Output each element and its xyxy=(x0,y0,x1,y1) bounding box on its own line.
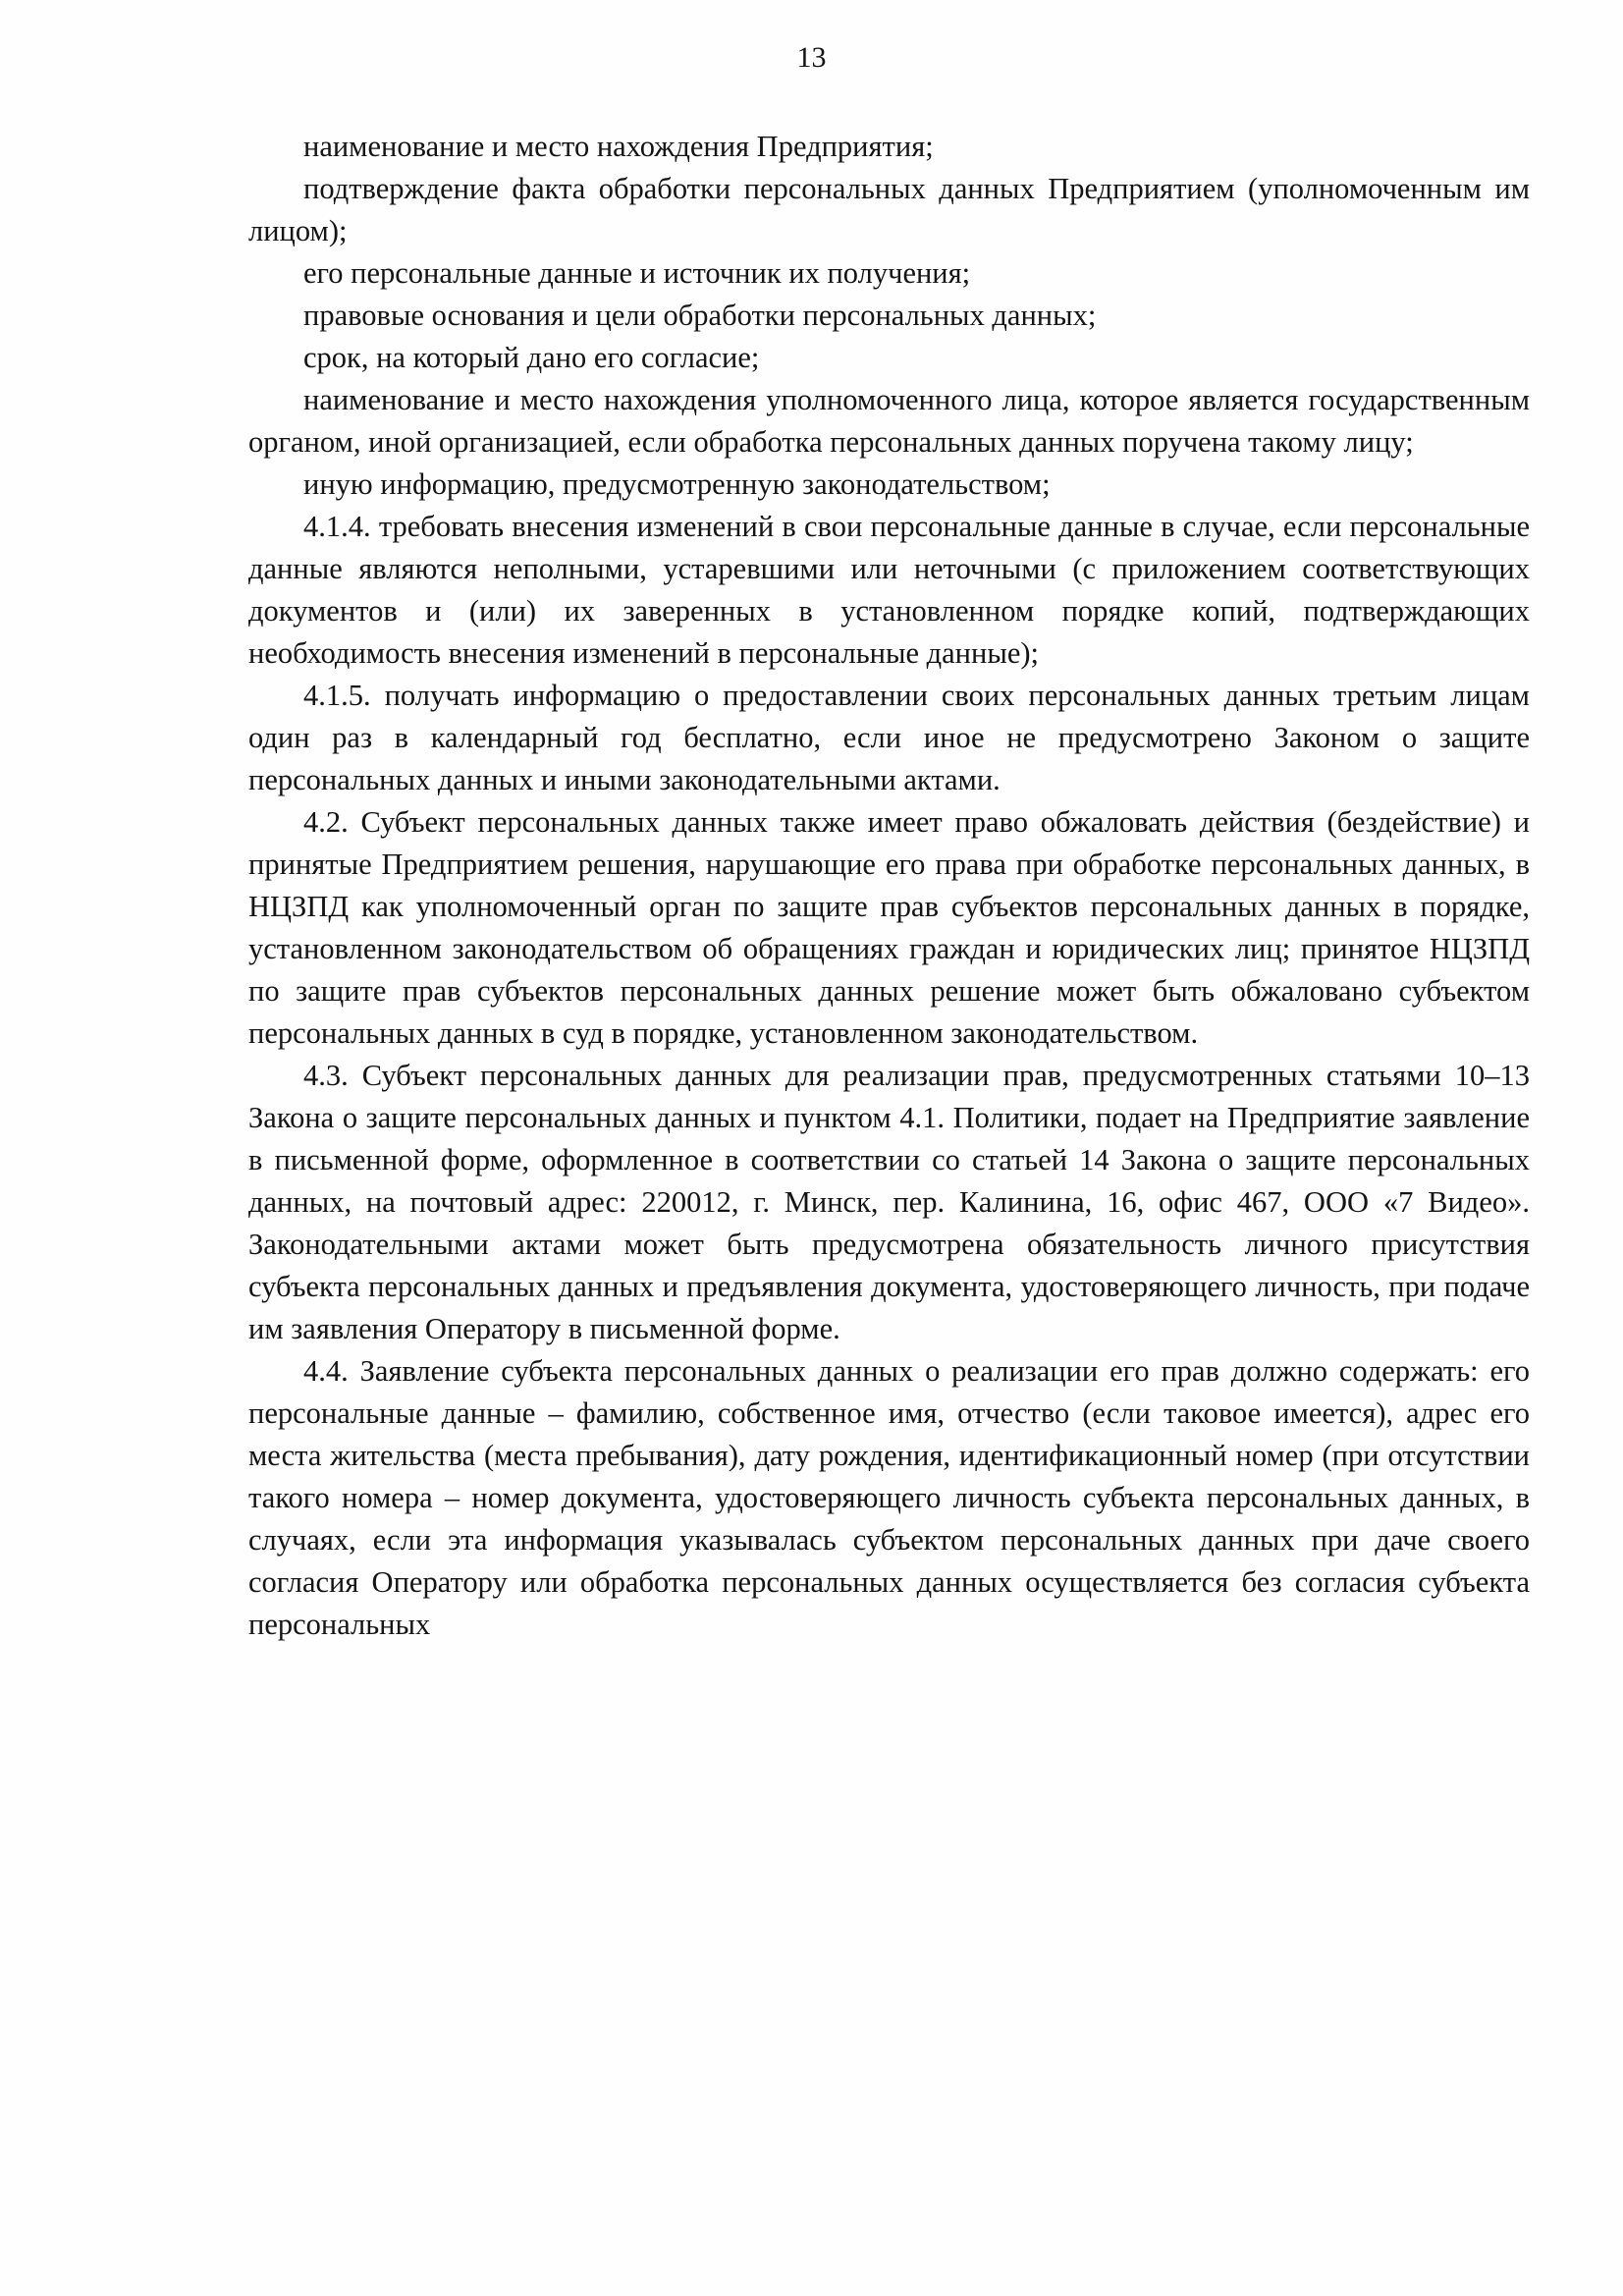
paragraph: 4.2. Субъект персональных данных также имеет право обжаловать действия (бездействие) и принятые Предприятием решения, нарушающие его права при обработке персональных данных, в НЦЗПД как уполномоченный орган по защите прав субъектов персональных данных в порядке, установленном законодательством об обращениях граждан и юридических лиц; принятое НЦЗПД по защите прав субъектов персональных данных решение может быть обжаловано субъектом персональных данных в суд в порядке, установленном законодательством. xyxy=(248,805,1530,1050)
paragraph: 4.1.5. получать информацию о предоставлении своих персональных данных третьим лицам один раз в календарный год бесплатно, если иное не предусмотрено Законом о защите персональных данных и иными законодательными актами. xyxy=(248,679,1530,796)
page-number: 13 xyxy=(796,41,827,74)
paragraph: 4.1.4. требовать внесения изменений в свои персональные данные в случае, если персональные данные являются неполными, устаревшими или неточными (с приложением соответствующих документов и (или) их заверенных в установленном порядке копий, подтверждающих необходимость внесения изменений в персональные данные); xyxy=(248,510,1530,670)
paragraph: правовые основания и цели обработки персональных данных; xyxy=(303,299,1097,332)
document-text-body xyxy=(248,126,1530,1646)
paragraph: иную информацию, предусмотренную законодательством; xyxy=(303,467,1051,501)
paragraph: его персональные данные и источник их получения; xyxy=(303,256,971,290)
paragraph: срок, на который дано его согласие; xyxy=(303,341,760,374)
paragraph: наименование и место нахождения Предприятия; xyxy=(303,130,934,163)
paragraph: 4.3. Субъект персональных данных для реализации прав, предусмотренных статьями 10–13 Закона о защите персональных данных и пунктом 4.1. Политики, подает на Предприятие заявление в письменной форме, оформленное в соответствии со статьей 14 Закона о защите персональных данных, на почтовый адрес: 220012, г. Минск, пер. Калинина, 16, офис 467, ООО «7 Видео». Законодательными актами может быть предусмотрена обязательность личного присутствия субъекта персональных данных и предъявления документа, удостоверяющего личность, при подаче им заявления Оператору в письменной форме. xyxy=(248,1059,1530,1345)
paragraph: подтверждение факта обработки персональных данных Предприятием (уполномоченным им лицом); xyxy=(248,172,1530,247)
paragraph: наименование и место нахождения уполномоченного лица, которое является государственным органом, иной организацией, если обработка персональных данных поручена такому лицу; xyxy=(248,383,1530,459)
paragraph: 4.4. Заявление субъекта персональных данных о реализации его прав должно содержать: его персональные данные – фамилию, собственное имя, отчество (если таковое имеется), адрес его места жительства (места пребывания), дату рождения, идентификационный номер (при отсутствии такого номера – номер документа, удостоверяющего личность субъекта персональных данных, в случаях, если эта информация указывалась субъектом персональных данных при даче своего согласия Оператору или обработка персональных данных осуществляется без согласия субъекта персональных xyxy=(248,1354,1530,1641)
